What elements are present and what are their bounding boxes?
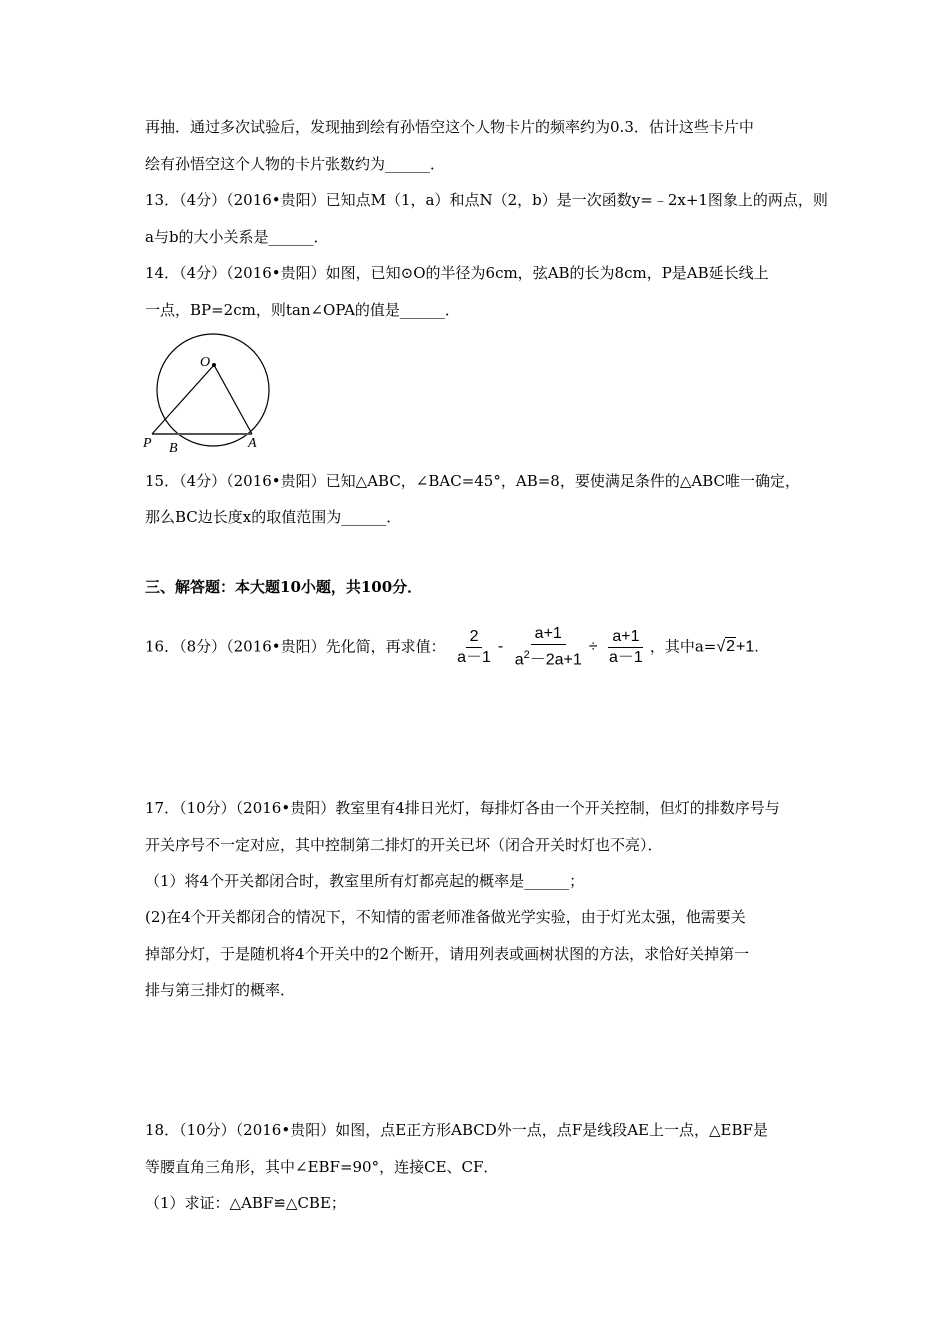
q13-line1: 13．（4分）（2016•贵阳）已知点M（1，a）和点N（2，b）是一次函数y=﹣2x+1图象上的两点，则: [145, 191, 828, 209]
q18-line2: 等腰直角三角形，其中∠EBF=90°，连接CE、CF．: [145, 1158, 499, 1176]
minus-sign: -: [497, 638, 504, 656]
q14-line2: 一点，BP=2cm，则tan∠OPA的值是______．: [145, 301, 460, 319]
q16-suffix2: +1.: [736, 638, 759, 656]
q18-line3: （1）求证：△ABF≌△CBE；: [145, 1194, 346, 1212]
q14-line1: 14．（4分）（2016•贵阳）如图，已知⊙O的半径为6cm，弦AB的长为8cm，P是AB延长线上: [145, 264, 769, 282]
q17-line4: (2)在4个开关都闭合的情况下，不知情的雷老师准备做光学实验，由于灯光太强，他需要关: [145, 908, 746, 926]
q18-line1: 18．（10分）（2016•贵阳）如图，点E正方形ABCD外一点，点F是线段AE上一点，△EBF是: [145, 1121, 768, 1139]
label-a: A: [248, 436, 257, 451]
q15-line2: 那么BC边长度x的取值范围为______．: [145, 508, 402, 526]
denominator: a－1: [609, 648, 643, 666]
q17-line2: 开关序号不一定对应，其中控制第二排灯的开关已坏（闭合开关时灯也不亮）．: [145, 836, 663, 854]
numerator: 2: [466, 627, 483, 648]
denominator-rest: －2a+1: [529, 651, 582, 669]
circle-o: [157, 334, 269, 446]
denominator: a－1: [457, 648, 491, 666]
fraction-1: [453, 627, 495, 668]
label-o: O: [200, 355, 211, 370]
q16: 16．（8分）（2016•贵阳）先化简，再求值： $\frac{2}{a-1}$ - $\frac{a+1}{a^2-2a+1}$ ÷ $\frac{a+1}{a-1}$ ，其中a=√2+1.: [145, 625, 759, 669]
divide-sign: ÷: [588, 638, 598, 656]
fraction-3: [605, 627, 647, 668]
sqrt-radicand: 2: [726, 638, 736, 656]
denominator: [511, 645, 586, 670]
fraction-2: [511, 624, 586, 670]
numerator: a+1: [531, 624, 566, 645]
circle-figure: [140, 330, 280, 455]
exponent: 2: [523, 649, 530, 661]
label-b: B: [169, 441, 178, 455]
numerator: a+1: [608, 627, 643, 648]
q12-line2: 绘有孙悟空这个人物的卡片张数约为______．: [145, 155, 446, 173]
denominator-base: a: [514, 651, 524, 669]
q16-suffix: ，其中a=: [649, 637, 717, 656]
label-p: P: [143, 436, 152, 451]
center-dot: [212, 363, 216, 367]
q17-line6: 排与第三排灯的概率．: [145, 981, 296, 999]
q13-line2: a与b的大小关系是______．: [145, 228, 329, 246]
q17-line3: （1）将4个开关都闭合时，教室里所有灯都亮起的概率是______；: [145, 872, 585, 890]
q17-line5: 掉部分灯，于是随机将4个开关中的2个断开，请用列表或画树状图的方法，求恰好关掉第一: [145, 945, 750, 963]
q17-line1: 17．（10分）（2016•贵阳）教室里有4排日光灯，每排灯各由一个开关控制，但灯的排数序号与: [145, 799, 780, 817]
q15-line1: 15．（4分）（2016•贵阳）已知△ABC，∠BAC=45°，AB=8，要使满足条件的△ABC唯一确定，: [145, 472, 800, 490]
segment-po: [152, 365, 214, 434]
section-heading: 三、解答题：本大题10小题，共100分．: [145, 578, 423, 596]
segment-oa: [214, 365, 252, 434]
q12-line1: 再抽．通过多次试验后，发现抽到绘有孙悟空这个人物卡片的频率约为0.3．估计这些卡片中: [145, 118, 754, 136]
q16-prefix: 16．（8分）（2016•贵阳）先化简，再求值：: [145, 637, 446, 656]
